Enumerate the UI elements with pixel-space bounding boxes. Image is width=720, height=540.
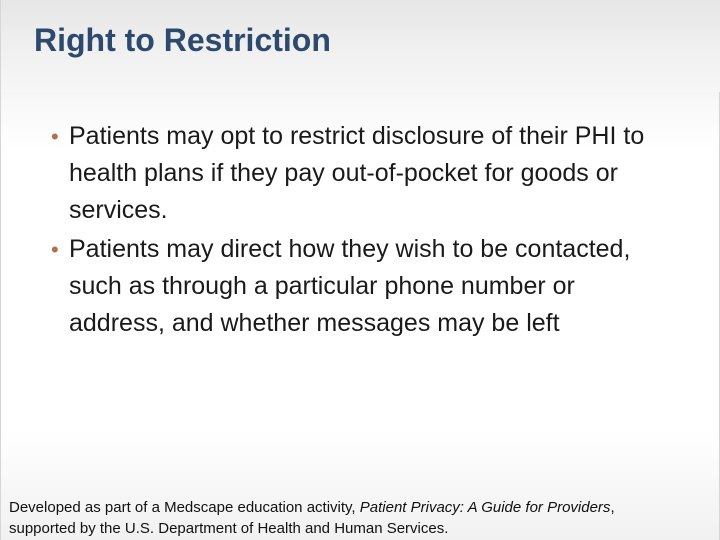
bullet-text: Patients may direct how they wish to be contacted, such as through a particular phone number or address, and whether messages may be left xyxy=(69,235,631,337)
footer-prefix: Developed as part of a Medscape education activity, xyxy=(9,499,360,516)
bullet-list xyxy=(51,118,671,344)
bullet-item xyxy=(51,118,671,229)
bullet-text: Patients may opt to restrict disclosure of their PHI to health plans if they pay out-of-pocket for goods or services. xyxy=(69,122,645,224)
bullet-marker: • xyxy=(51,237,59,262)
slide-title: Right to Restriction xyxy=(34,22,331,58)
footer-activity-title: Patient Privacy: A Guide for Providers xyxy=(359,499,611,516)
footer-suffix: , xyxy=(610,499,615,516)
bullet-marker: • xyxy=(51,124,59,149)
footer-credit xyxy=(9,497,709,539)
footer-line2: supported by the U.S. Department of Health and Human Services. xyxy=(9,520,449,537)
bullet-item xyxy=(51,231,671,342)
